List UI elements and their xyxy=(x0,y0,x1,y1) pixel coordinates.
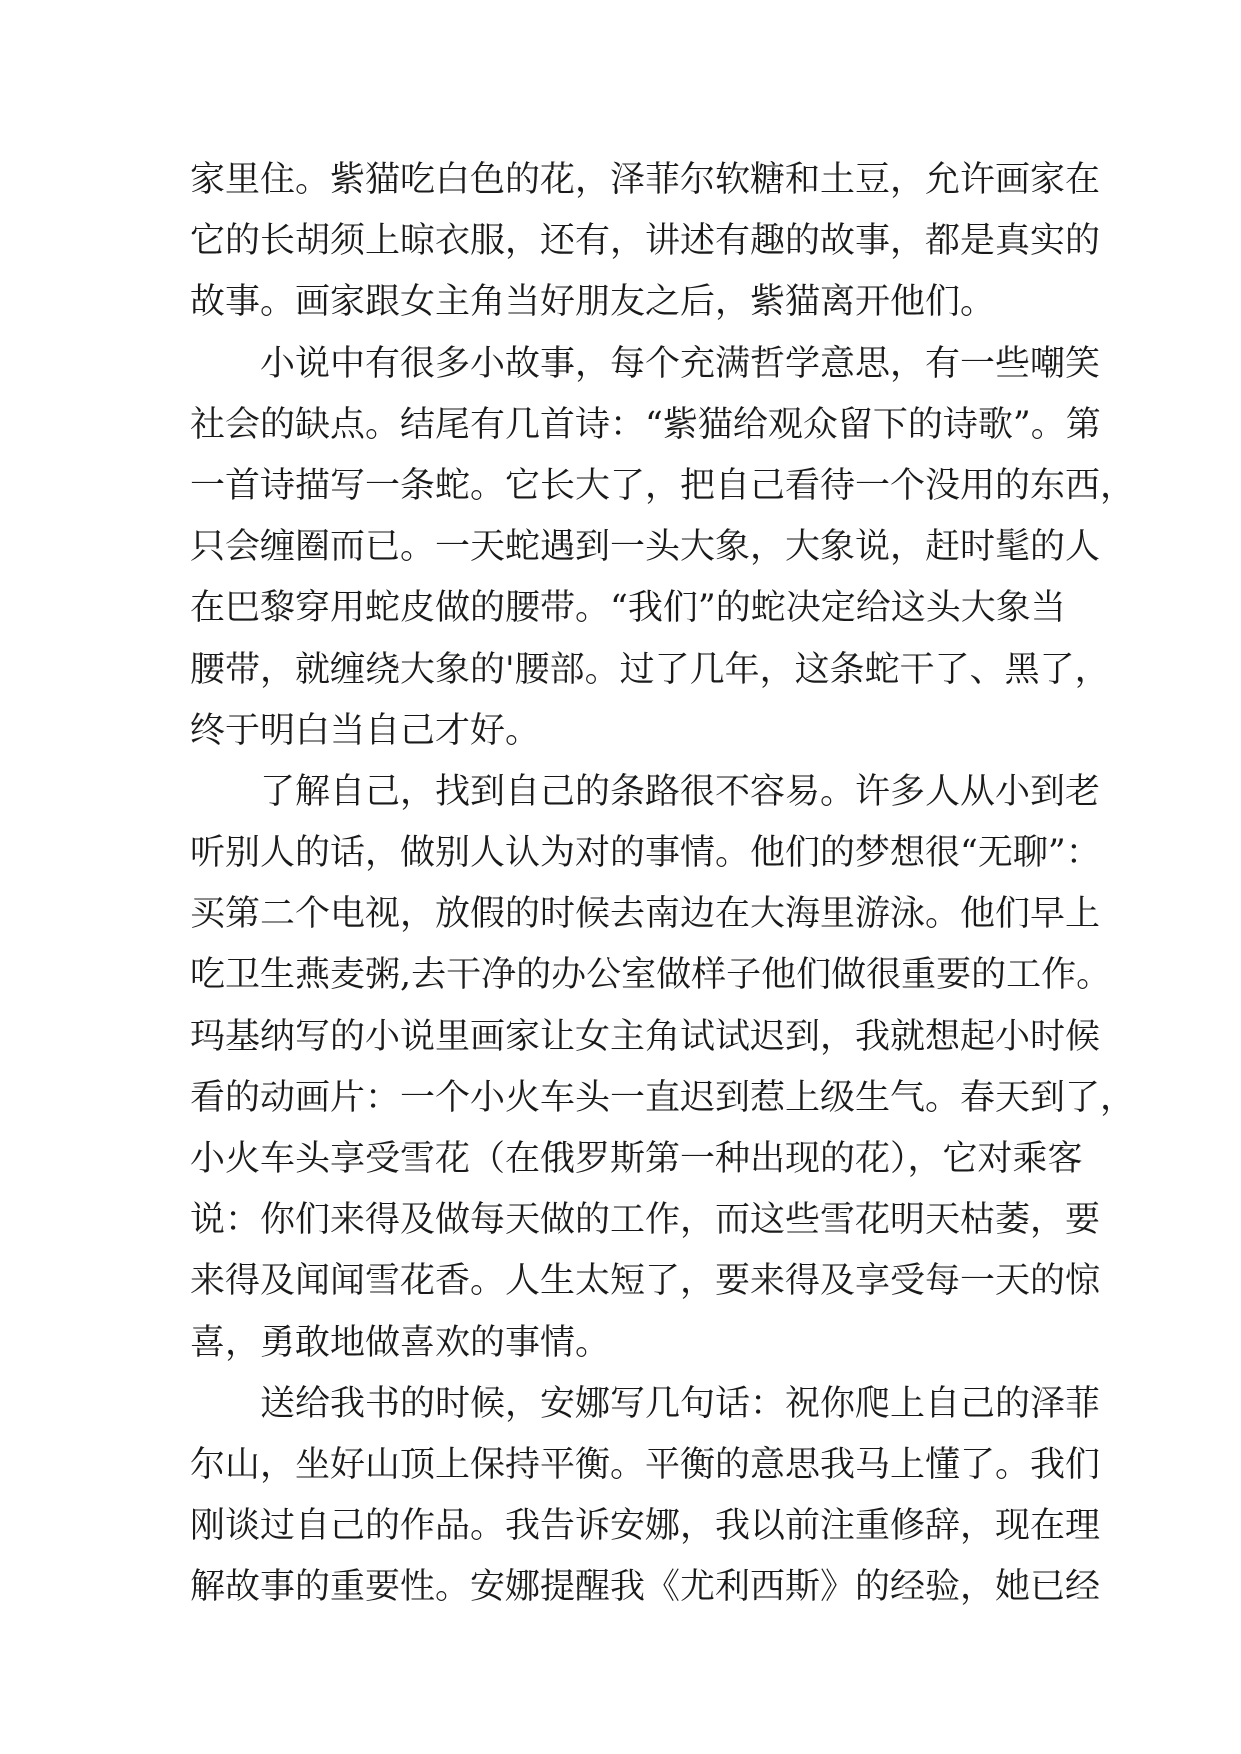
text-line: 小说中有很多小故事，每个充满哲学意思，有一些嘲笑 xyxy=(190,343,1101,384)
text-line: 终于明白当自己才好。 xyxy=(190,710,541,751)
text-line: 听别人的话，做别人认为对的事情。他们的梦想很“无聊”： xyxy=(190,833,1101,874)
text-line: 小火车头享受雪花（在俄罗斯第一种出现的花），它对乘客 xyxy=(190,1139,1083,1179)
text-line: 玛基纳写的小说里画家让女主角试试迟到，我就想起小时候 xyxy=(190,1016,1101,1057)
text-line: 了解自己，找到自己的条路很不容易。许多人从小到老 xyxy=(190,771,1101,812)
text-line: 尔山，坐好山顶上保持平衡。平衡的意思我马上懂了。我们 xyxy=(190,1444,1101,1485)
text-line: 喜，勇敢地做喜欢的事情。 xyxy=(190,1322,611,1363)
text-line: 社会的缺点。结尾有几首诗：“紫猫给观众留下的诗歌”。第 xyxy=(190,404,1101,445)
text-line: 家里住。紫猫吃白色的花，泽菲尔软糖和土豆，允许画家在 xyxy=(190,160,1101,200)
text-line: 送给我书的时候，安娜写几句话：祝你爬上自己的泽菲 xyxy=(190,1383,1101,1424)
text-line: 刚谈过自己的作品。我告诉安娜，我以前注重修辞，现在理 xyxy=(190,1506,1101,1547)
text-line: 故事。画家跟女主角当好朋友之后，紫猫离开他们。 xyxy=(190,282,996,323)
text-line: 它的长胡须上晾衣服，还有，讲述有趣的故事，都是真实的 xyxy=(190,221,1101,262)
text-line: 腰带，就缠绕大象的'腰部。过了几年，这条蛇干了、黑了， xyxy=(190,649,1110,690)
text-line: 只会缠圈而已。一天蛇遇到一头大象，大象说，赶时髦的人 xyxy=(190,527,1101,568)
text-line: 说：你们来得及做每天做的工作，而这些雪花明天枯萎，要 xyxy=(190,1200,1101,1241)
text-line: 吃卫生燕麦粥,去干净的办公室做样子他们做很重要的工作。 xyxy=(190,955,1112,996)
text-line: 来得及闻闻雪花香。人生太短了，要来得及享受每一天的惊 xyxy=(190,1261,1101,1302)
text-line: 解故事的重要性。安娜提醒我《尤利西斯》的经验，她已经 xyxy=(190,1567,1101,1608)
text-line: 买第二个电视，放假的时候去南边在大海里游泳。他们早上 xyxy=(190,894,1101,935)
text-line: 看的动画片：一个小火车头一直迟到惹上级生气。春天到了， xyxy=(190,1077,1136,1118)
text-line: 一首诗描写一条蛇。它长大了，把自己看待一个没用的东西， xyxy=(190,465,1136,506)
body-text xyxy=(190,150,1136,1619)
text-line: 在巴黎穿用蛇皮做的腰带。“我们”的蛇决定给这头大象当 xyxy=(190,588,1066,629)
